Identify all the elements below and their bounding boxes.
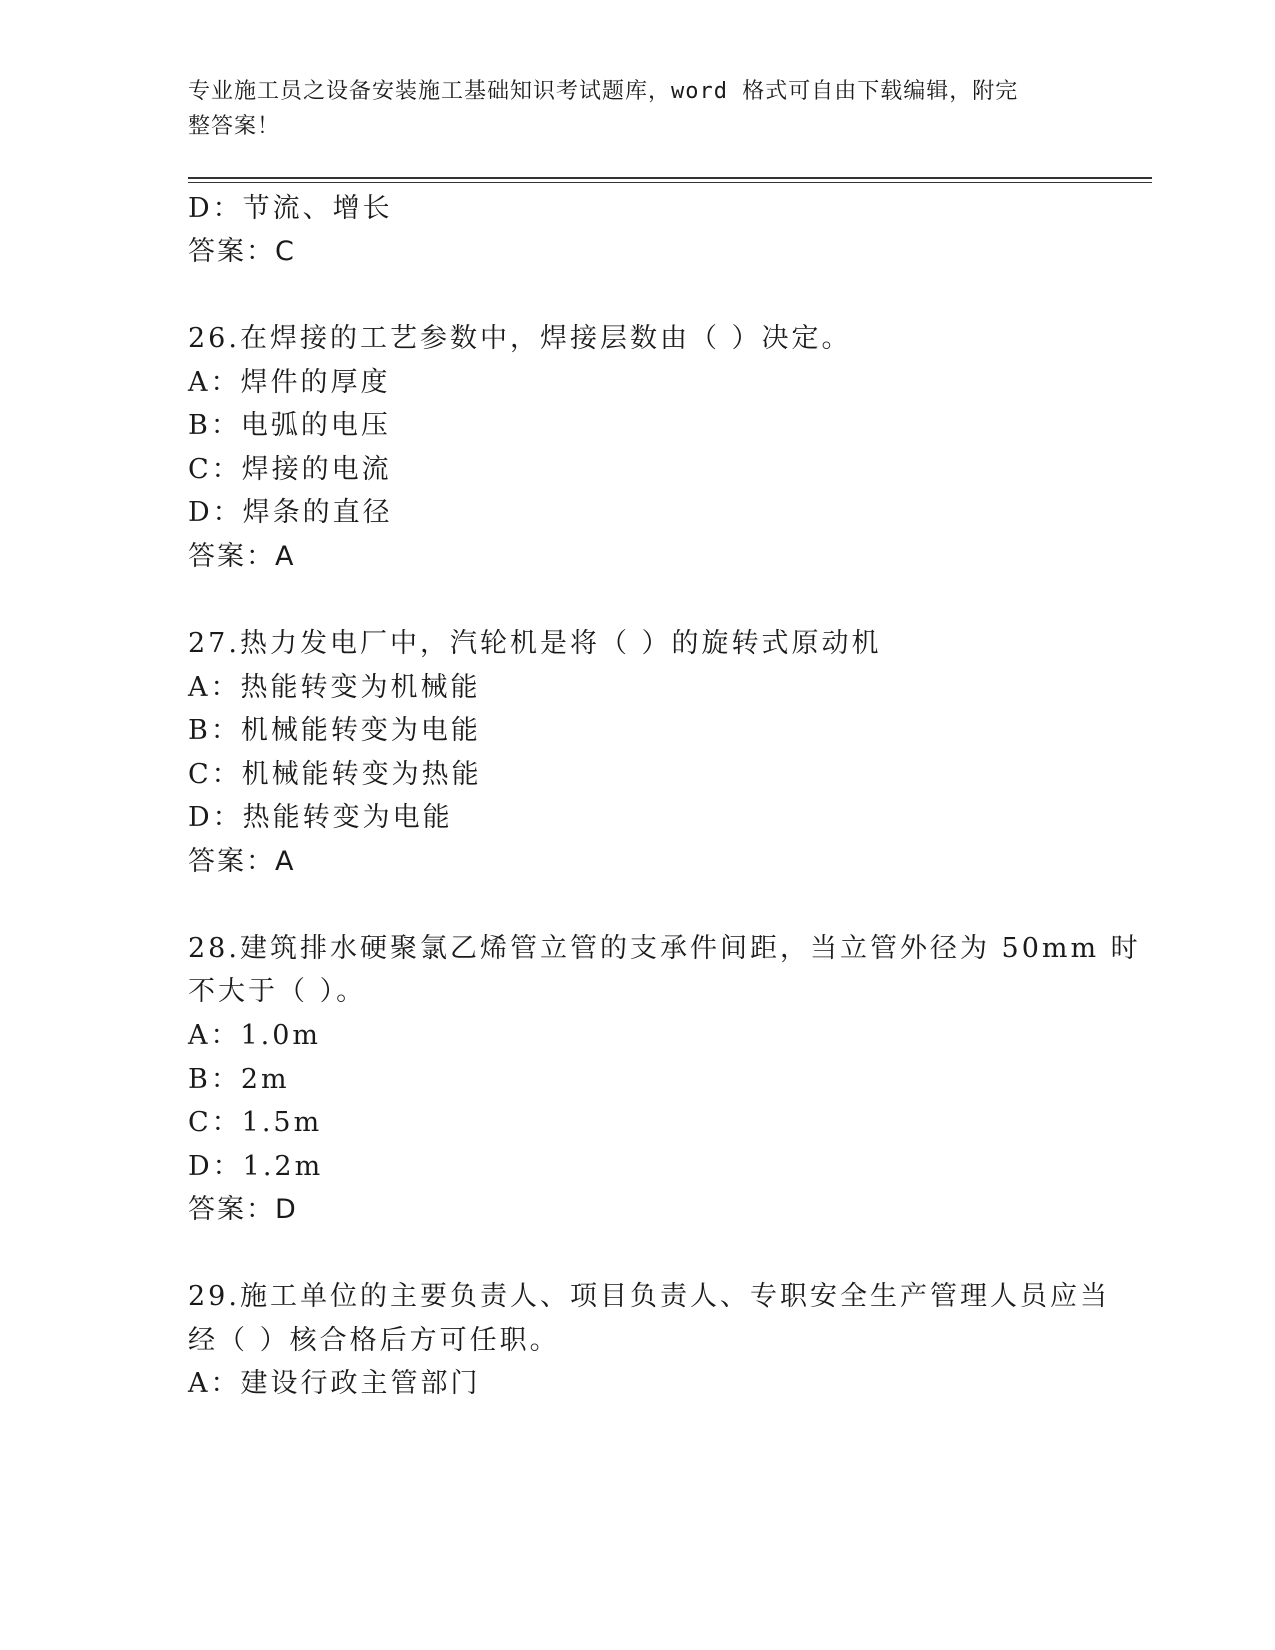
header-divider-thin bbox=[188, 182, 1152, 183]
q27-answer: 答案：A bbox=[188, 846, 296, 877]
q29-stem-line-1: 29.施工单位的主要负责人、项目负责人、专职安全生产管理人员应当 bbox=[188, 1281, 1110, 1312]
q27-option-c: C：机械能转变为热能 bbox=[188, 759, 482, 790]
header-line-2: 整答案！ bbox=[188, 114, 281, 139]
header-line-1: 专业施工员之设备安装施工基础知识考试题库，word 格式可自由下载编辑，附完 bbox=[188, 79, 1019, 104]
q26-option-d: D：焊条的直径 bbox=[188, 497, 393, 528]
document-header bbox=[188, 74, 1068, 144]
q28-option-a: A：1.0m bbox=[188, 1020, 322, 1051]
q25-answer: 答案：C bbox=[188, 236, 296, 267]
q26-option-b: B：电弧的电压 bbox=[188, 410, 391, 441]
q26-option-c: C：焊接的电流 bbox=[188, 454, 392, 485]
q27-option-d: D：热能转变为电能 bbox=[188, 802, 453, 833]
q28-answer: 答案：D bbox=[188, 1194, 298, 1225]
header-divider-thick bbox=[188, 177, 1152, 179]
q27-option-b: B：机械能转变为电能 bbox=[188, 715, 481, 746]
q27-stem: 27.热力发电厂中，汽轮机是将（ ）的旋转式原动机 bbox=[188, 628, 882, 659]
q28-option-b: B：2m bbox=[188, 1064, 290, 1095]
q25-option-d: D：节流、增长 bbox=[188, 193, 393, 224]
q26-stem: 26.在焊接的工艺参数中，焊接层数由（ ）决定。 bbox=[188, 323, 852, 354]
q28-option-c: C：1.5m bbox=[188, 1107, 323, 1138]
q29-stem-line-2: 经（ ）核合格后方可任职。 bbox=[188, 1325, 560, 1356]
q26-answer: 答案：A bbox=[188, 541, 296, 572]
q27-option-a: A：热能转变为机械能 bbox=[188, 672, 481, 703]
q28-stem-line-2: 不大于（ ）。 bbox=[188, 976, 367, 1007]
q29-option-a: A：建设行政主管部门 bbox=[188, 1368, 481, 1399]
q28-stem-line-1: 28.建筑排水硬聚氯乙烯管立管的支承件间距，当立管外径为 50mm 时 bbox=[188, 933, 1141, 964]
q26-option-a: A：焊件的厚度 bbox=[188, 367, 391, 398]
q28-option-d: D：1.2m bbox=[188, 1151, 324, 1182]
